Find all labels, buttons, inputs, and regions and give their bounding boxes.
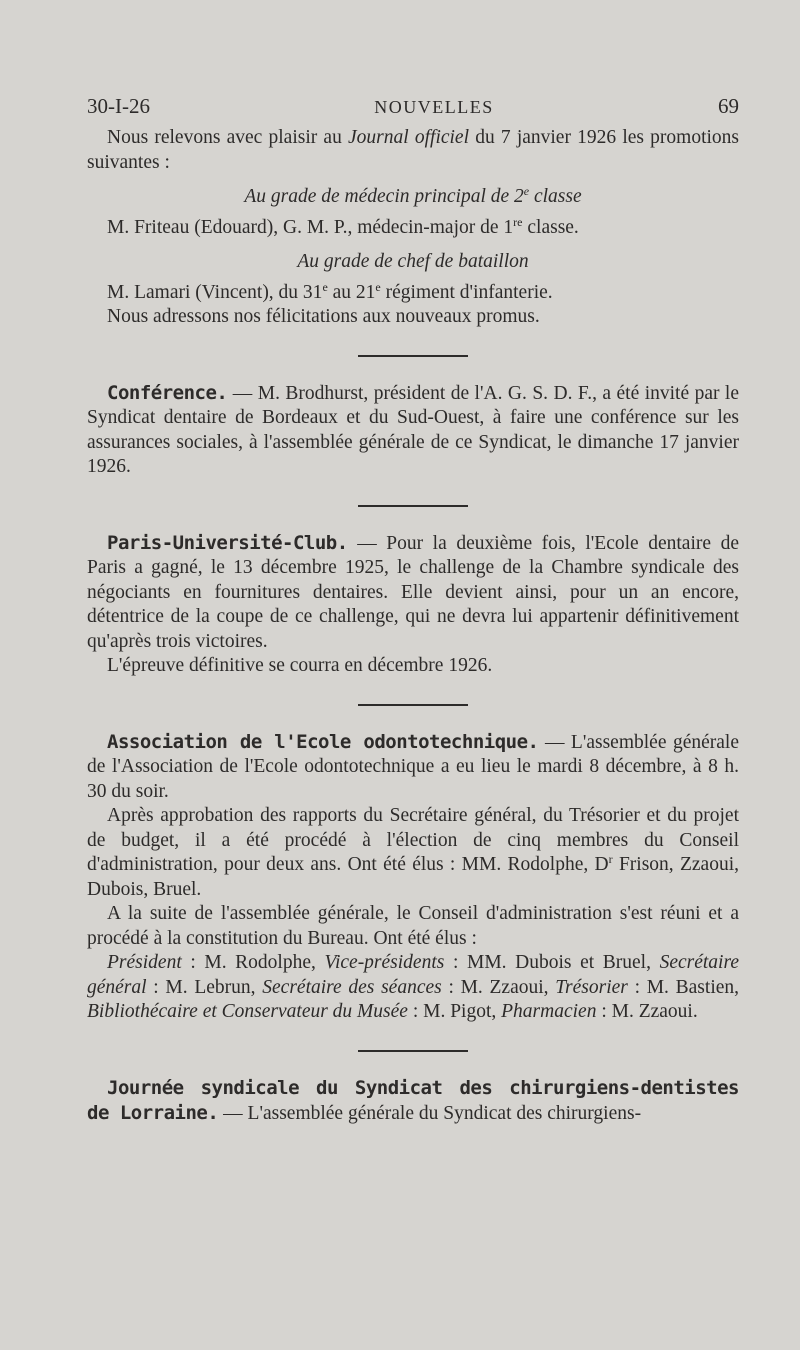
bureau-member: : M. Zzaoui, — [441, 976, 556, 998]
paris-paragraph: Paris-Université-Club. — Pour la deuxième fois, l'Ecole dentaire de Paris a gagné, le 13 décembre 1925, le challenge de la Chambre syndicale des négociants en fournitures dentaires. Elle devient ainsi, pour un an encore, détentrice de la coupe de ce challenge, qui ne devra lui appartenir définitivement qu'après trois victoires. — [87, 531, 739, 652]
section-rule — [358, 505, 468, 507]
intro-paragraph: Nous relevons avec plaisir au Journal officiel du 7 janvier 1926 les promotions suivantes : — [87, 127, 740, 173]
lorraine-paragraph: Journée syndicale du Syndicat des chirurgiens-dentistes de Lorraine. — L'assemblée générale du Syndicat des chirurgiens- — [87, 1076, 739, 1124]
bureau-member: : M. Bastien, — [627, 976, 740, 998]
header-title: NOUVELLES — [374, 97, 494, 117]
page-number: 69 — [717, 94, 739, 118]
association-paragraph-2: Après approbation des rapports du Secrétaire général, du Trésorier et du projet de budget, il a été procédé à l'élection de cinq membres du Conseil d'administration, pour deux ans. Ont été élus : MM. Rodolphe, $D^r$ Frison, Zzaoui, Dubois, Bruel. — [87, 805, 740, 900]
paris-paragraph-2: L'épreuve définitive se courra en décembre 1926. — [107, 655, 493, 676]
bureau-role: Trésorier — [555, 976, 628, 998]
promo1-text: M. Friteau (Edouard), G. M. P., médecin-major de 1re classe. — [107, 214, 579, 238]
bureau-role: Secrétaire général — [87, 952, 739, 998]
promo2-heading: Au grade de chef de bataillon — [297, 251, 529, 272]
page-header — [87, 94, 739, 119]
promo2-text: M. Lamari (Vincent), du 31e au 21e régiment d'infanterie. — [107, 279, 553, 303]
bureau-role: Pharmacien — [501, 1001, 597, 1022]
bureau-member: : M. Lebrun, — [146, 976, 263, 998]
association-paragraph-3: A la suite de l'assemblée générale, le Conseil d'administration s'est réuni et a procédé à la constitution du Bureau. Ont été élus : — [87, 903, 739, 949]
conference-paragraph: Conférence. — M. Brodhurst, président de l'A. G. S. D. F., a été invité par le Syndicat dentaire de Bordeaux et du Sud-Ouest, à faire une conférence sur les assurances sociales, à l'assemblée générale de ce Syndicat, le dimanche 17 janvier 1926. — [87, 381, 739, 477]
lorraine-title: Journée syndicale du Syndicat des chirurgiens-dentistes de Lorraine. — [87, 1076, 739, 1124]
page-content — [87, 126, 739, 1127]
association-paragraph: Association de l'Ecole odontotechnique. — L'assemblée générale de l'Association de l'Ecole odontotechnique a eu lieu le mardi 8 décembre, à 8 h. 30 du soir. — [87, 730, 739, 802]
bureau-role: Président — [107, 952, 182, 973]
bureau-member: : M. Pigot, — [407, 1001, 502, 1022]
section-rule — [358, 355, 468, 357]
paris-title: Paris-Université-Club. — [107, 531, 348, 554]
bureau-list — [87, 951, 739, 1025]
association-title: Association de l'Ecole odontotechnique. — [107, 730, 539, 753]
felicitations-text: Nous adressons nos félicitations aux nouveaux promus. — [107, 306, 540, 327]
bureau-member: : M. Zzaoui. — [596, 1001, 698, 1022]
bureau-role: Bibliothécaire et Conservateur du Musée — [87, 1001, 408, 1022]
bureau-member: : M. Rodolphe, — [181, 952, 325, 973]
bureau-member: : MM. Dubois et Bruel, — [444, 952, 660, 973]
section-rule — [358, 1050, 468, 1052]
bureau-role: Secrétaire des séances — [262, 976, 442, 998]
conference-title: Conférence. — [107, 381, 228, 404]
bureau-role: Vice-présidents — [324, 952, 445, 973]
header-date: 30-I-26 — [87, 94, 150, 118]
section-rule — [358, 704, 468, 706]
promo1-heading: Au grade de médecin principal de 2e classe — [244, 184, 582, 207]
